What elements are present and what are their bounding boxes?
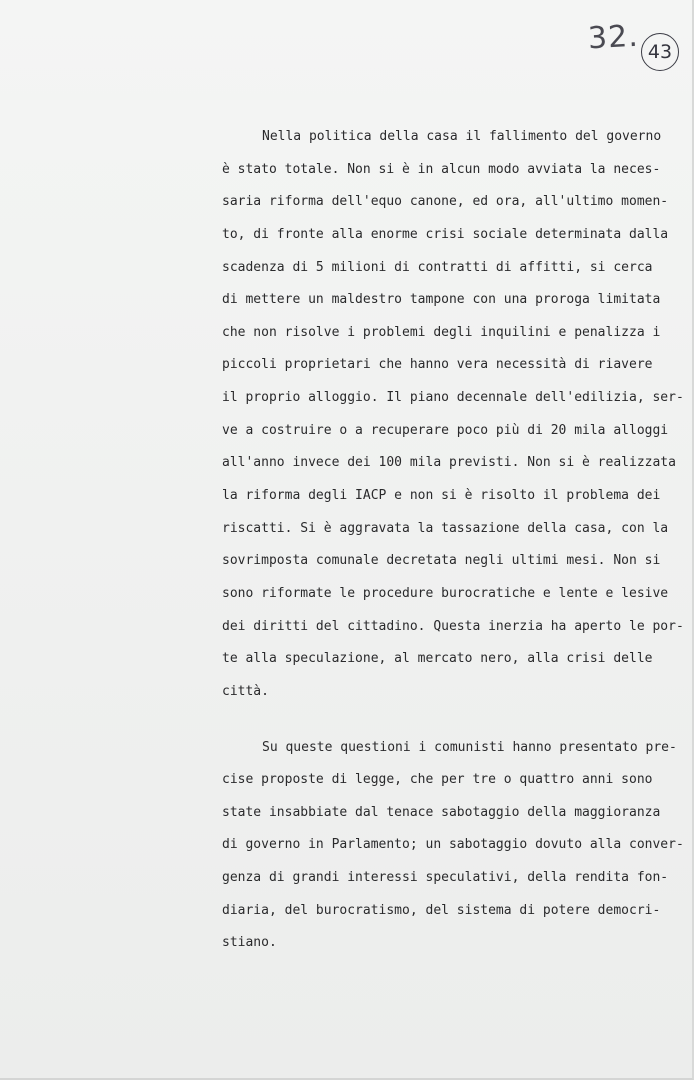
text-line: to, di fronte alla enorme crisi sociale determinata dalla (222, 226, 669, 242)
text-line: ve a costruire o a recuperare poco più di 20 mila alloggi (222, 422, 669, 438)
text-line: la riforma degli IACP e non si è risolto il problema dei (222, 488, 661, 504)
handwritten-page-number: 32. (587, 18, 640, 57)
paragraph-2 (222, 732, 684, 960)
text-line: genza di grandi interessi speculativi, della rendita fon- (222, 870, 669, 886)
text-line: piccoli proprietari che hanno vera necessità di riavere (222, 357, 653, 373)
text-line: il proprio alloggio. Il piano decennale dell'edilizia, ser- (222, 390, 684, 406)
text-line: è stato totale. Non si è in alcun modo avviata la neces- (222, 161, 661, 177)
text-line: Nella politica della casa il fallimento del governo (262, 129, 662, 144)
text-line: cise proposte di legge, che per tre o quattro anni sono (222, 772, 653, 788)
text-line: che non risolve i problemi degli inquilini e penalizza i (222, 324, 661, 340)
text-line: di governo in Parlamento; un sabotaggio dovuto alla conver- (222, 837, 684, 853)
typewritten-text (222, 121, 684, 960)
text-line: di mettere un maldestro tampone con una proroga limitata (222, 292, 661, 308)
text-line: sovrimposta comunale decretata negli ultimi mesi. Non si (222, 553, 661, 569)
text-line: città. (222, 683, 269, 699)
text-line: stiano. (222, 935, 277, 951)
text-line: Su queste questioni i comunisti hanno presentato pre- (262, 739, 677, 755)
text-line: scadenza di 5 milioni di contratti di affitti, si cerca (222, 259, 653, 275)
text-line: dei diritti del cittadino. Questa inerzia ha aperto le por- (222, 618, 684, 634)
paragraph-gap (222, 709, 642, 732)
text-line: riscatti. Si è aggravata la tassazione della casa, con la (222, 520, 669, 536)
text-line: state insabbiate dal tenace sabotaggio della maggioranza (222, 804, 661, 820)
circled-page-number: 43 (641, 33, 679, 71)
text-line: te alla speculazione, al mercato nero, alla crisi delle (222, 651, 653, 667)
text-line: saria riforma dell'equo canone, ed ora, all'ultimo momen- (222, 194, 669, 210)
paragraph-1 (222, 121, 684, 709)
text-line: sono riformate le procedure burocratiche e lente e lesive (222, 585, 669, 601)
text-line: diaria, del burocratismo, del sistema di potere democri- (222, 902, 661, 918)
text-line: all'anno invece dei 100 mila previsti. Non si è realizzata (222, 455, 676, 471)
